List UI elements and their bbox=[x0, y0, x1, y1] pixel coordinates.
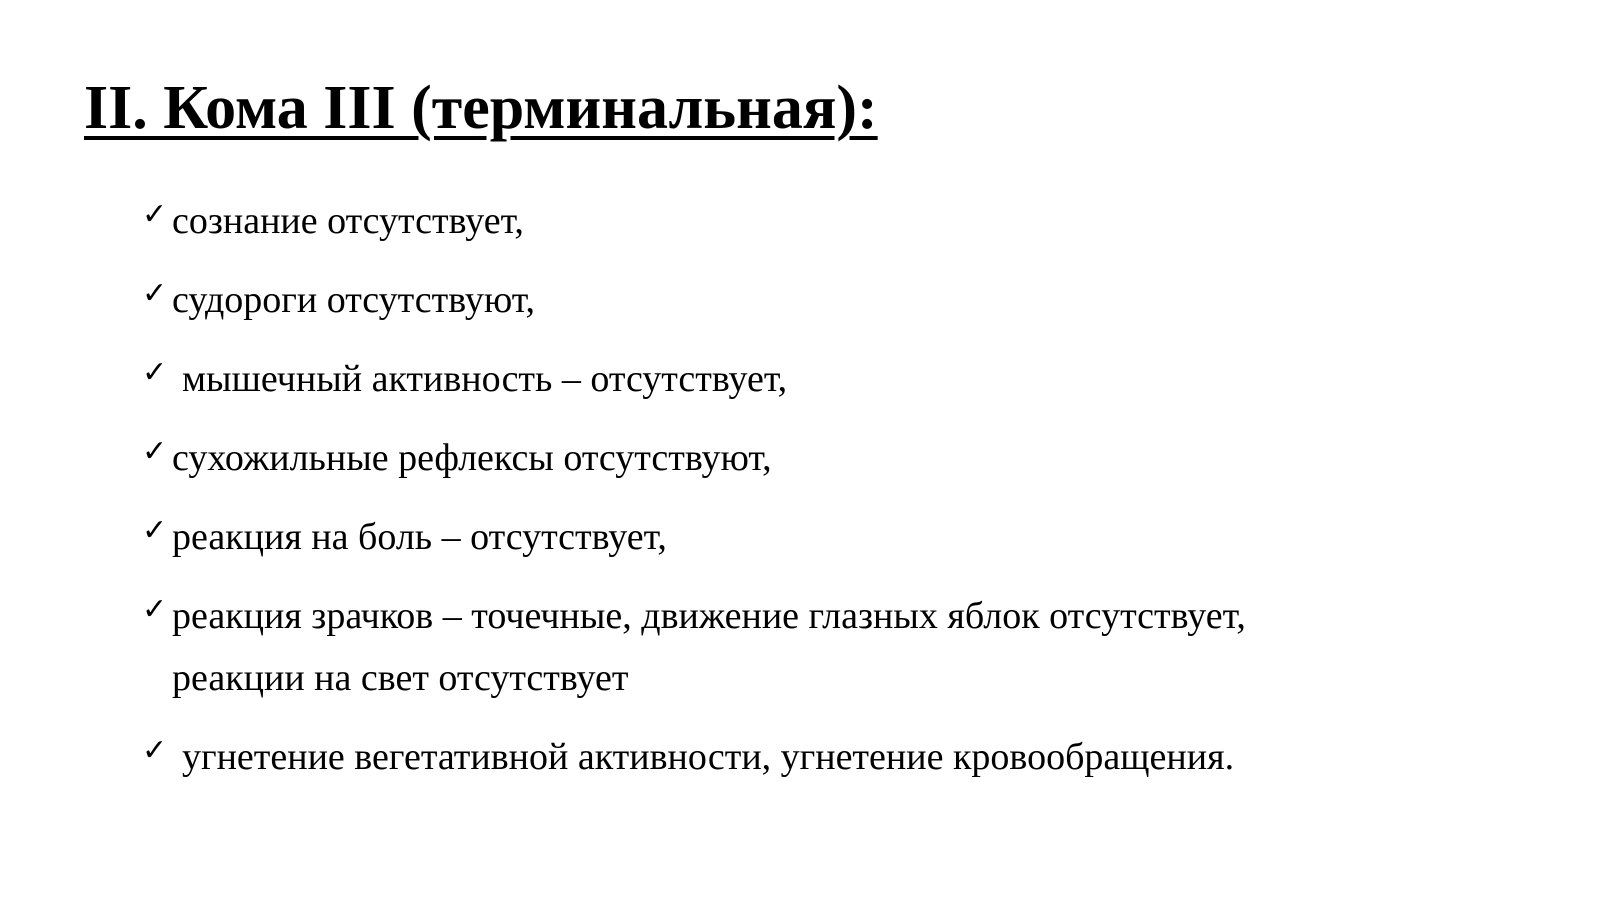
check-mark-icon: ✓ bbox=[142, 355, 168, 390]
list-item bbox=[142, 269, 1562, 331]
list-item-text: угнетение вегетативной активности, угнетение кровообращения. bbox=[182, 736, 1235, 778]
check-mark-icon: ✓ bbox=[142, 592, 168, 627]
bullet-list bbox=[142, 190, 1562, 805]
list-item-text: мышечный активность – отсутствует, bbox=[182, 358, 788, 400]
check-mark-icon: ✓ bbox=[142, 733, 168, 768]
check-mark-icon: ✓ bbox=[142, 276, 168, 311]
list-item-text: судороги отсутствуют, bbox=[172, 279, 535, 321]
list-item bbox=[142, 506, 1562, 568]
list-item-text: реакция на боль – отсутствует, bbox=[172, 516, 667, 558]
list-item bbox=[142, 726, 1562, 788]
check-mark-icon: ✓ bbox=[142, 434, 168, 469]
list-item bbox=[142, 585, 1562, 709]
list-item-text: реакция зрачков – точечные, движение глазных яблок отсутствует, реакции на свет отсутствует bbox=[172, 595, 1246, 699]
list-item bbox=[142, 190, 1562, 252]
list-item bbox=[142, 427, 1562, 489]
slide-title: II. Кома III (терминальная): bbox=[84, 74, 878, 142]
list-item bbox=[142, 348, 1562, 410]
list-item-text: сухожильные рефлексы отсутствуют, bbox=[172, 437, 772, 479]
check-mark-icon: ✓ bbox=[142, 197, 168, 232]
check-mark-icon: ✓ bbox=[142, 513, 168, 548]
list-item-text: сознание отсутствует, bbox=[172, 200, 524, 242]
